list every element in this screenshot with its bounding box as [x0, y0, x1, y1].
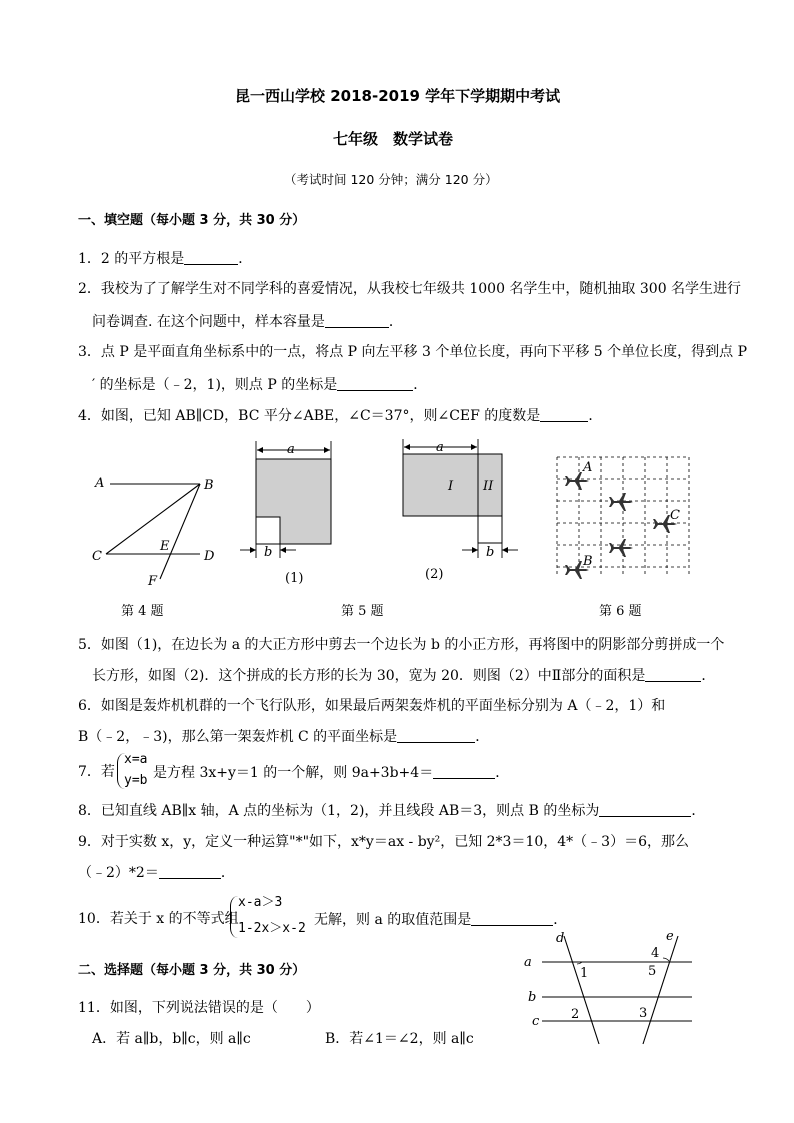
fig5-caption-2: (2)	[425, 567, 444, 582]
fig11-angle-2: 2	[571, 1007, 580, 1022]
question-10: 无解，则 a 的取值范围是 ．	[314, 912, 568, 928]
question-5-line1: 5．如图（1)，在边长为 a 的大正方形中剪去一个边长为 b 的小正方形，再将图中的阴影部分剪拼成一个	[78, 637, 725, 653]
answer-blank	[540, 407, 588, 422]
fig11-label-c: c	[532, 1014, 540, 1029]
question-7-prefix: 7．若	[78, 764, 115, 780]
question-10-text: 无解，则 a 的取值范围是	[314, 912, 472, 928]
answer-blank	[599, 802, 691, 817]
question-8: 8．已知直线 AB∥x 轴，A 点的坐标为（1，2)，并且线段 AB＝3，则点 B 的坐标为 ．	[78, 803, 706, 819]
figures-row	[0, 432, 794, 632]
fig11-label-a: a	[524, 955, 532, 970]
figure-4	[92, 476, 215, 589]
question-7-eq2: y=b	[124, 773, 148, 788]
question-9-line1: 9．对于实数 x，y，定义一种运算"*"如下，x*y＝ax - by²，已知 2*3＝10，4*（﹣3）＝6，那么	[78, 834, 690, 850]
question-7: 是方程 3x+y＝1 的一个解，则 9a+3b+4＝ ．	[153, 765, 510, 781]
answer-blank	[159, 864, 221, 879]
figure-5-1	[240, 441, 331, 586]
question-6-line2: B（﹣2，﹣3)，那么第一架轰炸机 C 的平面坐标是 ．	[78, 729, 490, 745]
question-5-text: 长方形，如图（2)．这个拼成的长方形的长为 30，宽为 20．则图（2）中Ⅱ部分的面积是	[92, 668, 646, 684]
fig11-angle-1: 1	[580, 966, 589, 981]
question-9-line2: （﹣2）*2＝ ．	[78, 865, 235, 881]
question-11: 11．如图，下列说法错误的是（ ）	[78, 1000, 320, 1016]
question-6-text: B（﹣2，﹣3)，那么第一架轰炸机 C 的平面坐标是	[78, 729, 398, 745]
fig4-label-F: F	[148, 574, 158, 589]
question-9-text: （﹣2）*2＝	[78, 865, 159, 881]
question-5-line2: 长方形，如图（2)．这个拼成的长方形的长为 30，宽为 20．则图（2）中Ⅱ部分的面积是 ．	[92, 668, 716, 684]
question-7-text: 是方程 3x+y＝1 的一个解，则 9a+3b+4＝	[153, 765, 434, 781]
caption-figure-4: 第 4 题	[121, 604, 164, 619]
fig4-label-A: A	[95, 476, 105, 491]
fig6-label-C: C	[670, 508, 680, 523]
fig5-label-b: b	[264, 545, 273, 560]
question-10-ineq1: x-a＞3	[238, 895, 283, 910]
fig4-label-D: D	[204, 549, 215, 564]
plane-icon	[609, 539, 633, 557]
question-11-option-A[interactable]: A．若 a∥b，b∥c，则 a∥c	[92, 1031, 251, 1047]
figure-11	[520, 928, 710, 1048]
bomber-icons	[565, 472, 677, 579]
fig5-label-a: a	[287, 442, 295, 457]
fig4-label-B: B	[204, 478, 214, 493]
fig11-angle-3: 3	[639, 1006, 648, 1021]
question-4: 4．如图，已知 AB∥CD，BC 平分∠ABE，∠C＝37°，则∠CEF 的度数是 ．	[78, 408, 603, 424]
fig11-angle-5: 5	[648, 964, 657, 979]
fig11-label-e: e	[666, 929, 674, 944]
plane-icon	[609, 493, 633, 511]
question-1-text: 1．2 的平方根是	[78, 251, 185, 267]
question-10-ineq2: 1-2x＞x-2	[238, 921, 306, 936]
fig5-2-label-a: a	[436, 440, 444, 455]
question-3-line1: 3．点 P 是平面直角坐标系中的一点，将点 P 向左平移 3 个单位长度，再向下平移 5 个单位长度，得到点 P	[78, 344, 748, 360]
question-2-text: 问卷调查. 在这个问题中，样本容量是	[92, 314, 325, 330]
fig11-angle-4: 4	[651, 946, 660, 961]
exam-subtitle: 七年级 数学试卷	[333, 130, 454, 148]
figure-5-2	[403, 439, 518, 582]
answer-blank	[471, 911, 553, 926]
question-6-line1: 6．如图是轰炸机机群的一个飞行队形，如果最后两架轰炸机的平面坐标分别为 A（﹣2，1）和	[78, 698, 666, 714]
exam-info: （考试时间 120 分钟；满分 120 分）	[284, 172, 498, 187]
fig6-label-B: B	[583, 554, 593, 569]
question-2-line2: 问卷调查. 在这个问题中，样本容量是 ．	[92, 314, 403, 330]
fig5-caption-1: (1)	[285, 571, 304, 586]
caption-figure-5: 第 5 题	[341, 604, 384, 619]
question-1: 1．2 的平方根是 ．	[78, 251, 253, 267]
fig6-label-A: A	[583, 460, 593, 475]
answer-blank	[645, 667, 701, 682]
fig5-2-label-b: b	[486, 545, 495, 560]
question-7-eq1: x=a	[124, 752, 148, 767]
section2-heading: 二、选择题（每小题 3 分，共 30 分）	[78, 963, 306, 978]
fig4-label-C: C	[92, 549, 102, 564]
answer-blank	[184, 250, 238, 265]
fig5-label-II: II	[483, 479, 494, 494]
section1-heading: 一、填空题（每小题 3 分，共 30 分）	[78, 213, 306, 228]
question-8-text: 8．已知直线 AB∥x 轴，A 点的坐标为（1，2)，并且线段 AB＝3，则点 B 的坐标为	[78, 803, 600, 819]
answer-blank	[337, 376, 413, 391]
fig11-label-d: d	[556, 931, 565, 946]
answer-blank	[325, 313, 389, 328]
question-3-line2: ′ 的坐标是（﹣2，1)，则点 P 的坐标是 ．	[92, 377, 428, 393]
answer-blank	[433, 764, 495, 779]
fig11-label-b: b	[528, 990, 537, 1005]
question-4-text: 4．如图，已知 AB∥CD，BC 平分∠ABE，∠C＝37°，则∠CEF 的度数是	[78, 408, 541, 424]
exam-title: 昆一西山学校 2018-2019 学年下学期期中考试	[235, 87, 561, 105]
question-3-text: ′ 的坐标是（﹣2，1)，则点 P 的坐标是	[92, 377, 338, 393]
answer-blank	[397, 728, 475, 743]
figure-6	[557, 457, 689, 579]
question-2-line1: 2．我校为了了解学生对不同学科的喜爱情况，从我校七年级共 1000 名学生中，随机抽取 300 名学生进行	[78, 281, 742, 297]
question-11-option-B[interactable]: B．若∠1＝∠2，则 a∥c	[325, 1031, 474, 1047]
fig4-label-E: E	[160, 539, 170, 554]
caption-figure-6: 第 6 题	[599, 604, 642, 619]
question-10-prefix: 10．若关于 x 的不等式组	[78, 911, 239, 927]
fig5-label-I: I	[448, 479, 454, 494]
